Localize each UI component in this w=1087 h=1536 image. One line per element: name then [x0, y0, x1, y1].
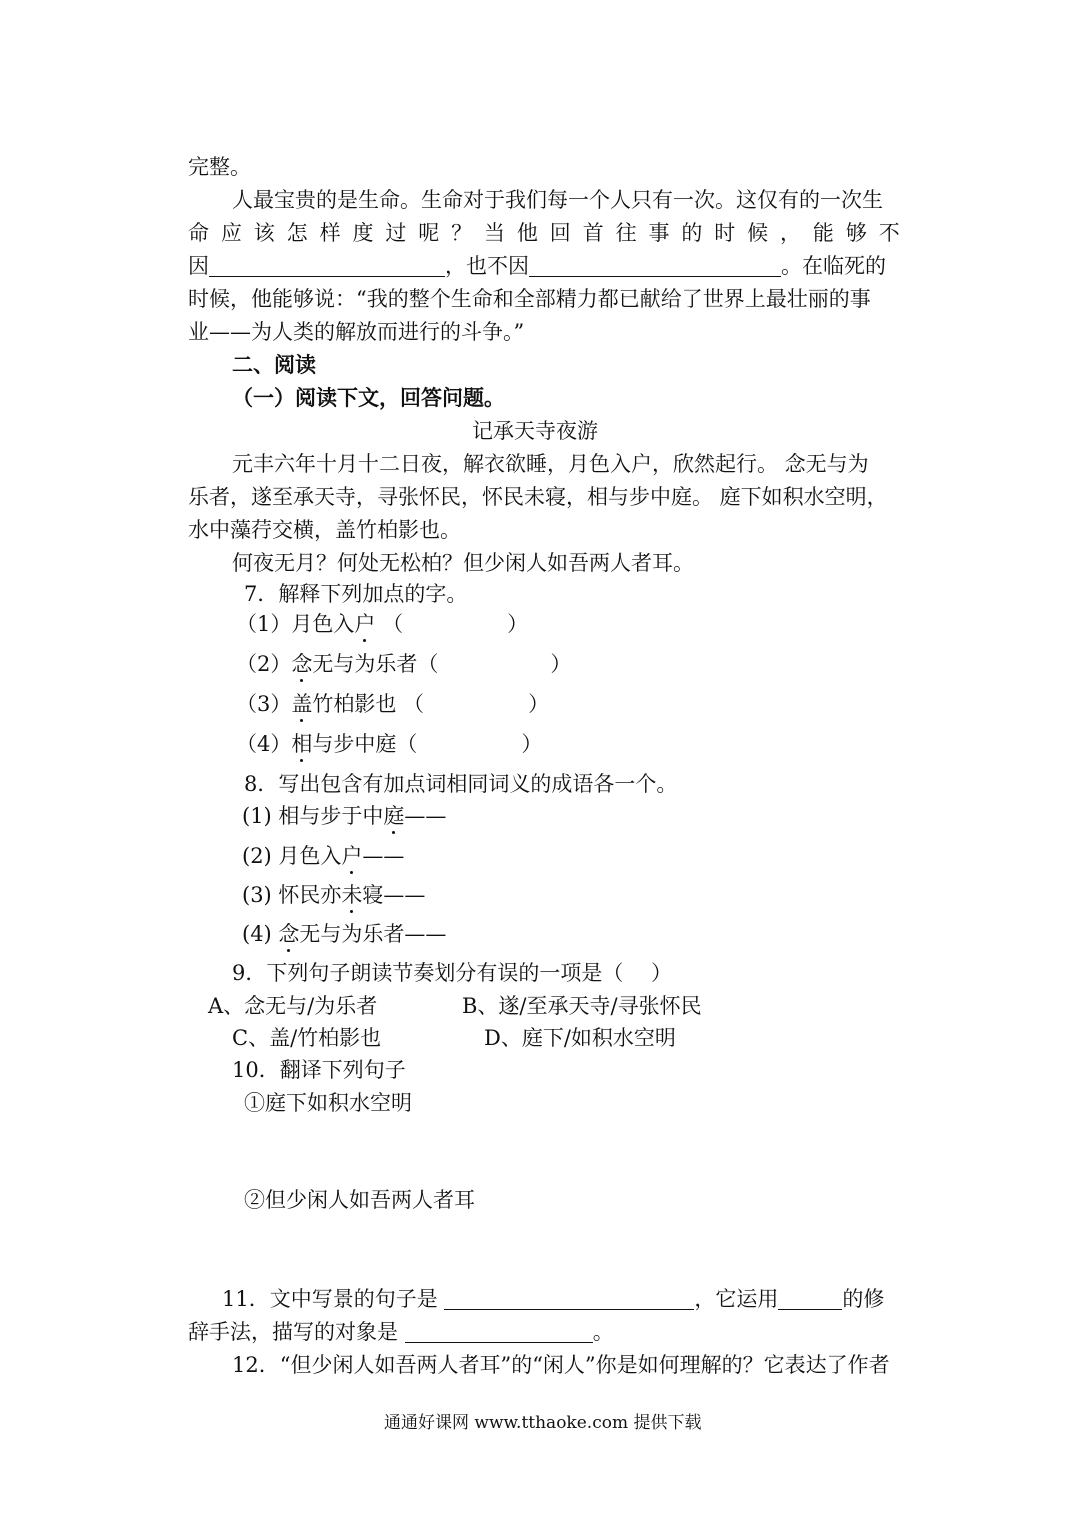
- dotted-char: 相: [291, 732, 313, 756]
- q7-item: [236, 690, 549, 718]
- option-b: B、遂/至承天寺/寻张怀民: [462, 994, 702, 1018]
- passage-line: 乐者，遂至承天寺，寻张怀民，怀民未寝，相与步中庭。 庭下如积水空明，: [188, 485, 888, 509]
- text-char: 时: [714, 221, 736, 245]
- dotted-char: 未: [341, 883, 363, 907]
- item-text: (4): [242, 922, 279, 946]
- item-text: (3) 怀民亦: [242, 883, 342, 907]
- question-line: [222, 1285, 884, 1313]
- item-text: 11．文中写景的句子是: [222, 1287, 438, 1311]
- text-char: 候: [747, 221, 769, 245]
- dotted-char: 念: [278, 922, 300, 946]
- text-char: 能: [812, 221, 834, 245]
- text-char: 他: [516, 221, 538, 245]
- text-char: 够: [845, 221, 867, 245]
- item-text: 辞手法，描写的对象是: [188, 1320, 398, 1344]
- answer-blank[interactable]: [529, 254, 781, 277]
- item-text: ）: [550, 652, 572, 676]
- passage-line: 元丰六年十月十二日夜，解衣欲睡，月色入户，欣然起行。 念无与为: [232, 452, 869, 476]
- q8-item: [242, 802, 446, 830]
- item-text: （4）: [236, 732, 292, 756]
- item-text: 无与为乐者（: [312, 652, 439, 676]
- translate-sentence: ①庭下如积水空明: [244, 1091, 412, 1115]
- dotted-char: 户: [354, 612, 376, 636]
- text-fragment: 因: [188, 254, 209, 278]
- question-stem: 9．下列句子朗读节奏划分有误的一项是（ ）: [232, 961, 673, 985]
- answer-blank[interactable]: [778, 1287, 842, 1310]
- text-char: 不: [878, 221, 900, 245]
- text-char: ？: [451, 221, 473, 245]
- text-char: 应: [220, 221, 242, 245]
- question-line: [188, 1318, 614, 1346]
- text-char: 往: [615, 221, 637, 245]
- question-stem: 10．翻译下列句子: [232, 1058, 406, 1082]
- item-text: 竹柏影也 （: [312, 692, 425, 716]
- item-text: 寝——: [362, 883, 426, 907]
- text-char: 当: [484, 221, 506, 245]
- item-text: （: [382, 612, 404, 636]
- text-char: 怎: [286, 221, 308, 245]
- passage-line: 水中藻荇交横，盖竹柏影也。: [188, 518, 461, 542]
- text-fragment: 。在临死的: [781, 254, 886, 278]
- text-line: 人最宝贵的是生命。生命对于我们每一个人只有一次。这仅有的一次生: [232, 188, 883, 212]
- q8-item: [242, 842, 404, 870]
- text-line-justified: [188, 219, 900, 247]
- dotted-char: 念: [291, 652, 313, 676]
- text-char: 度: [352, 221, 374, 245]
- option-d: D、庭下/如积水空明: [484, 1026, 676, 1050]
- text-fragment: ，也不因: [445, 254, 529, 278]
- item-text: 。: [592, 1320, 614, 1344]
- translate-sentence: ②但少闲人如吾两人者耳: [244, 1188, 475, 1212]
- text-char: 首: [582, 221, 604, 245]
- dotted-char: 盖: [291, 692, 313, 716]
- item-text: ——: [362, 844, 405, 868]
- text-char: 事: [648, 221, 670, 245]
- question-stem: 7．解释下列加点的字。: [244, 582, 468, 606]
- item-text: ）: [521, 732, 543, 756]
- item-text: (1) 相与步于中: [242, 804, 384, 828]
- item-text: （2）: [236, 652, 292, 676]
- text-line: 业——为人类的解放而进行的斗争。”: [188, 320, 525, 344]
- dotted-char: 户: [341, 844, 363, 868]
- text-char: 样: [319, 221, 341, 245]
- item-text: 无与为乐者——: [299, 922, 447, 946]
- text-line: [188, 252, 886, 280]
- item-text: ）: [507, 612, 529, 636]
- q7-item: [236, 610, 528, 638]
- passage-line: 何夜无月？何处无松柏？但少闲人如吾两人者耳。: [232, 551, 694, 575]
- text-char: 过: [385, 221, 407, 245]
- passage-title: 记承天寺夜游: [472, 419, 598, 443]
- q8-item: [242, 881, 425, 909]
- text-char: 该: [253, 221, 275, 245]
- text-line: 完整。: [188, 155, 251, 179]
- section-heading: 二、阅读: [232, 352, 316, 377]
- question-stem: 8．写出包含有加点词相同词义的成语各一个。: [244, 772, 678, 796]
- text-line: 时候，他能够说：“我的整个生命和全部精力都已献给了世界上最壮丽的事: [188, 287, 871, 311]
- item-text: ，它运用: [694, 1287, 779, 1311]
- item-text: （1）月色入: [236, 612, 355, 636]
- item-text: ——: [404, 804, 447, 828]
- q8-item: [242, 920, 446, 948]
- item-text: （3）: [236, 692, 292, 716]
- text-char: 的: [681, 221, 703, 245]
- text-char: 回: [549, 221, 571, 245]
- option-a: A、念无与/为乐者: [208, 994, 378, 1018]
- question-line: 12．“但少闲人如吾两人者耳”的“闲人”你是如何理解的？它表达了作者: [232, 1353, 890, 1377]
- text-char: 呢: [418, 221, 440, 245]
- item-text: 的修: [842, 1287, 885, 1311]
- text-char: 命: [188, 221, 209, 245]
- answer-blank[interactable]: [209, 254, 445, 277]
- item-text: (2) 月色入: [242, 844, 342, 868]
- q7-item: [236, 730, 542, 758]
- option-c: C、盖/竹柏影也: [232, 1026, 382, 1050]
- answer-blank[interactable]: [405, 1320, 593, 1343]
- section-subheading: （一）阅读下文，回答问题。: [232, 385, 505, 410]
- dotted-char: 庭: [383, 804, 405, 828]
- text-char: ，: [780, 221, 802, 245]
- answer-blank[interactable]: [444, 1287, 694, 1310]
- item-text: 与步中庭（: [312, 732, 418, 756]
- q7-item: [236, 650, 571, 678]
- item-text: ）: [528, 692, 550, 716]
- page-footer: 通通好课网 www.tthaoke.com 提供下载: [384, 1413, 702, 1433]
